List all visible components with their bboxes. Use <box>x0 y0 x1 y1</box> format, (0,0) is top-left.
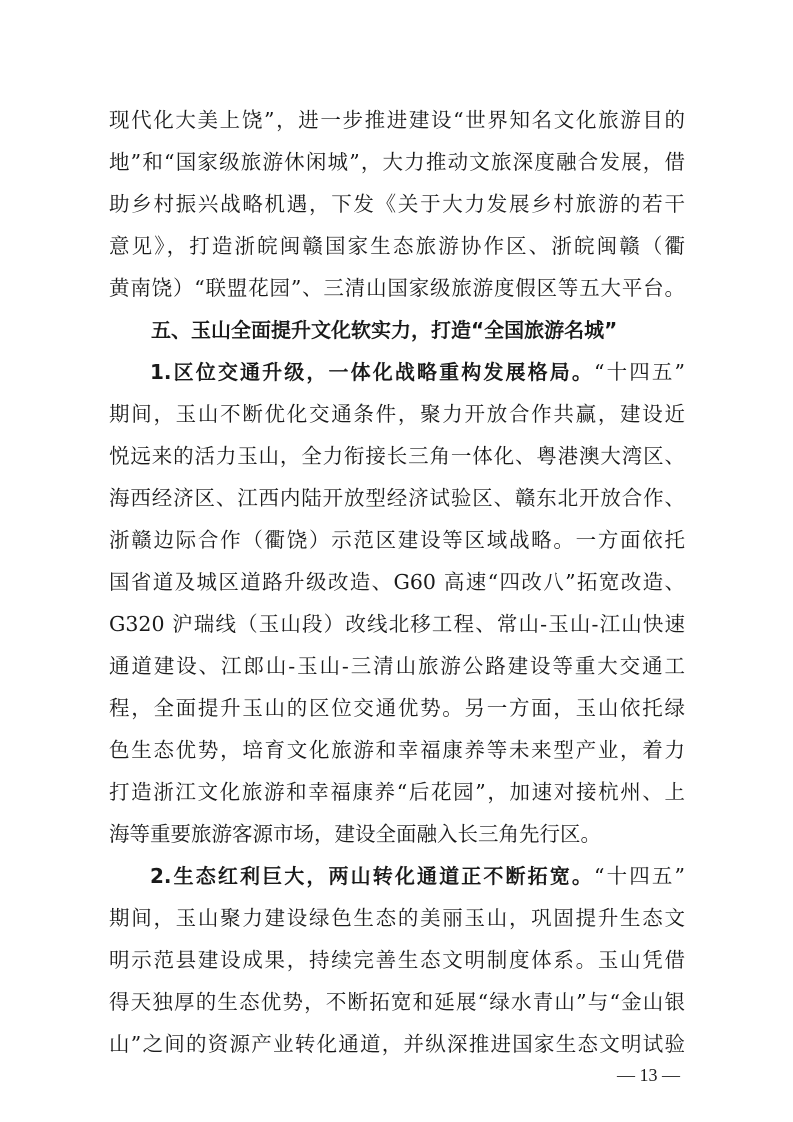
item-1-first-line <box>150 358 685 386</box>
section-heading: 五、玉山全面提升文化软实力，打造“全国旅游名城” <box>151 318 618 342</box>
paragraph-line: 明示范县建设成果，持续完善生态文明制度体系。玉山凭借 <box>109 948 685 972</box>
item-2-first-line <box>150 862 685 890</box>
paragraph-line: G320 沪瑞线（玉山段）改线北移工程、常山-玉山-江山快速 <box>109 612 685 636</box>
paragraph-line: 期间，玉山聚力建设绿色生态的美丽玉山，巩固提升生态文 <box>109 906 685 930</box>
paragraph-line: 得天独厚的生态优势，不断拓宽和延展“绿水青山”与“金山银 <box>109 990 685 1014</box>
item-1-first-line-rest: “十四五” <box>594 360 685 384</box>
paragraph-line: 意见》，打造浙皖闽赣国家生态旅游协作区、浙皖闽赣（衢 <box>109 234 685 258</box>
item-1-title: 1.区位交通升级，一体化战略重构发展格局。 <box>150 360 595 384</box>
item-2-first-line-rest: “十四五” <box>594 864 685 888</box>
paragraph-line: 通道建设、江郎山-玉山-三清山旅游公路建设等重大交通工 <box>109 654 685 678</box>
paragraph-line: 黄南饶）“联盟花园”、三清山国家级旅游度假区等五大平台。 <box>109 276 685 300</box>
paragraph-line: 现代化大美上饶”，进一步推进建设“世界知名文化旅游目的 <box>109 108 685 132</box>
paragraph-line: 打造浙江文化旅游和幸福康养“后花园”，加速对接杭州、上 <box>109 780 685 804</box>
paragraph-line: 色生态优势，培育文化旅游和幸福康养等未来型产业，着力 <box>109 738 685 762</box>
paragraph-line: 地”和“国家级旅游休闲城”，大力推动文旅深度融合发展，借 <box>109 150 685 174</box>
paragraph-line: 浙赣边际合作（衢饶）示范区建设等区域战略。一方面依托 <box>109 528 685 552</box>
paragraph-line: 国省道及城区道路升级改造、G60 高速“四改八”拓宽改造、 <box>109 570 685 594</box>
paragraph-line: 海等重要旅游客源市场，建设全面融入长三角先行区。 <box>109 822 601 846</box>
page-number: — 13 — <box>617 1065 680 1085</box>
paragraph-line: 悦远来的活力玉山，全力衔接长三角一体化、粤港澳大湾区、 <box>109 444 685 468</box>
paragraph-line: 期间，玉山不断优化交通条件，聚力开放合作共赢，建设近 <box>109 402 685 426</box>
paragraph-line: 程，全面提升玉山的区位交通优势。另一方面，玉山依托绿 <box>109 696 685 720</box>
paragraph-line: 山”之间的资源产业转化通道，并纵深推进国家生态文明试验 <box>109 1032 685 1056</box>
item-2-title: 2.生态红利巨大，两山转化通道正不断拓宽。 <box>150 864 595 888</box>
paragraph-line: 助乡村振兴战略机遇，下发《关于大力发展乡村旅游的若干 <box>109 192 685 216</box>
paragraph-line: 海西经济区、江西内陆开放型经济试验区、赣东北开放合作、 <box>109 486 685 510</box>
